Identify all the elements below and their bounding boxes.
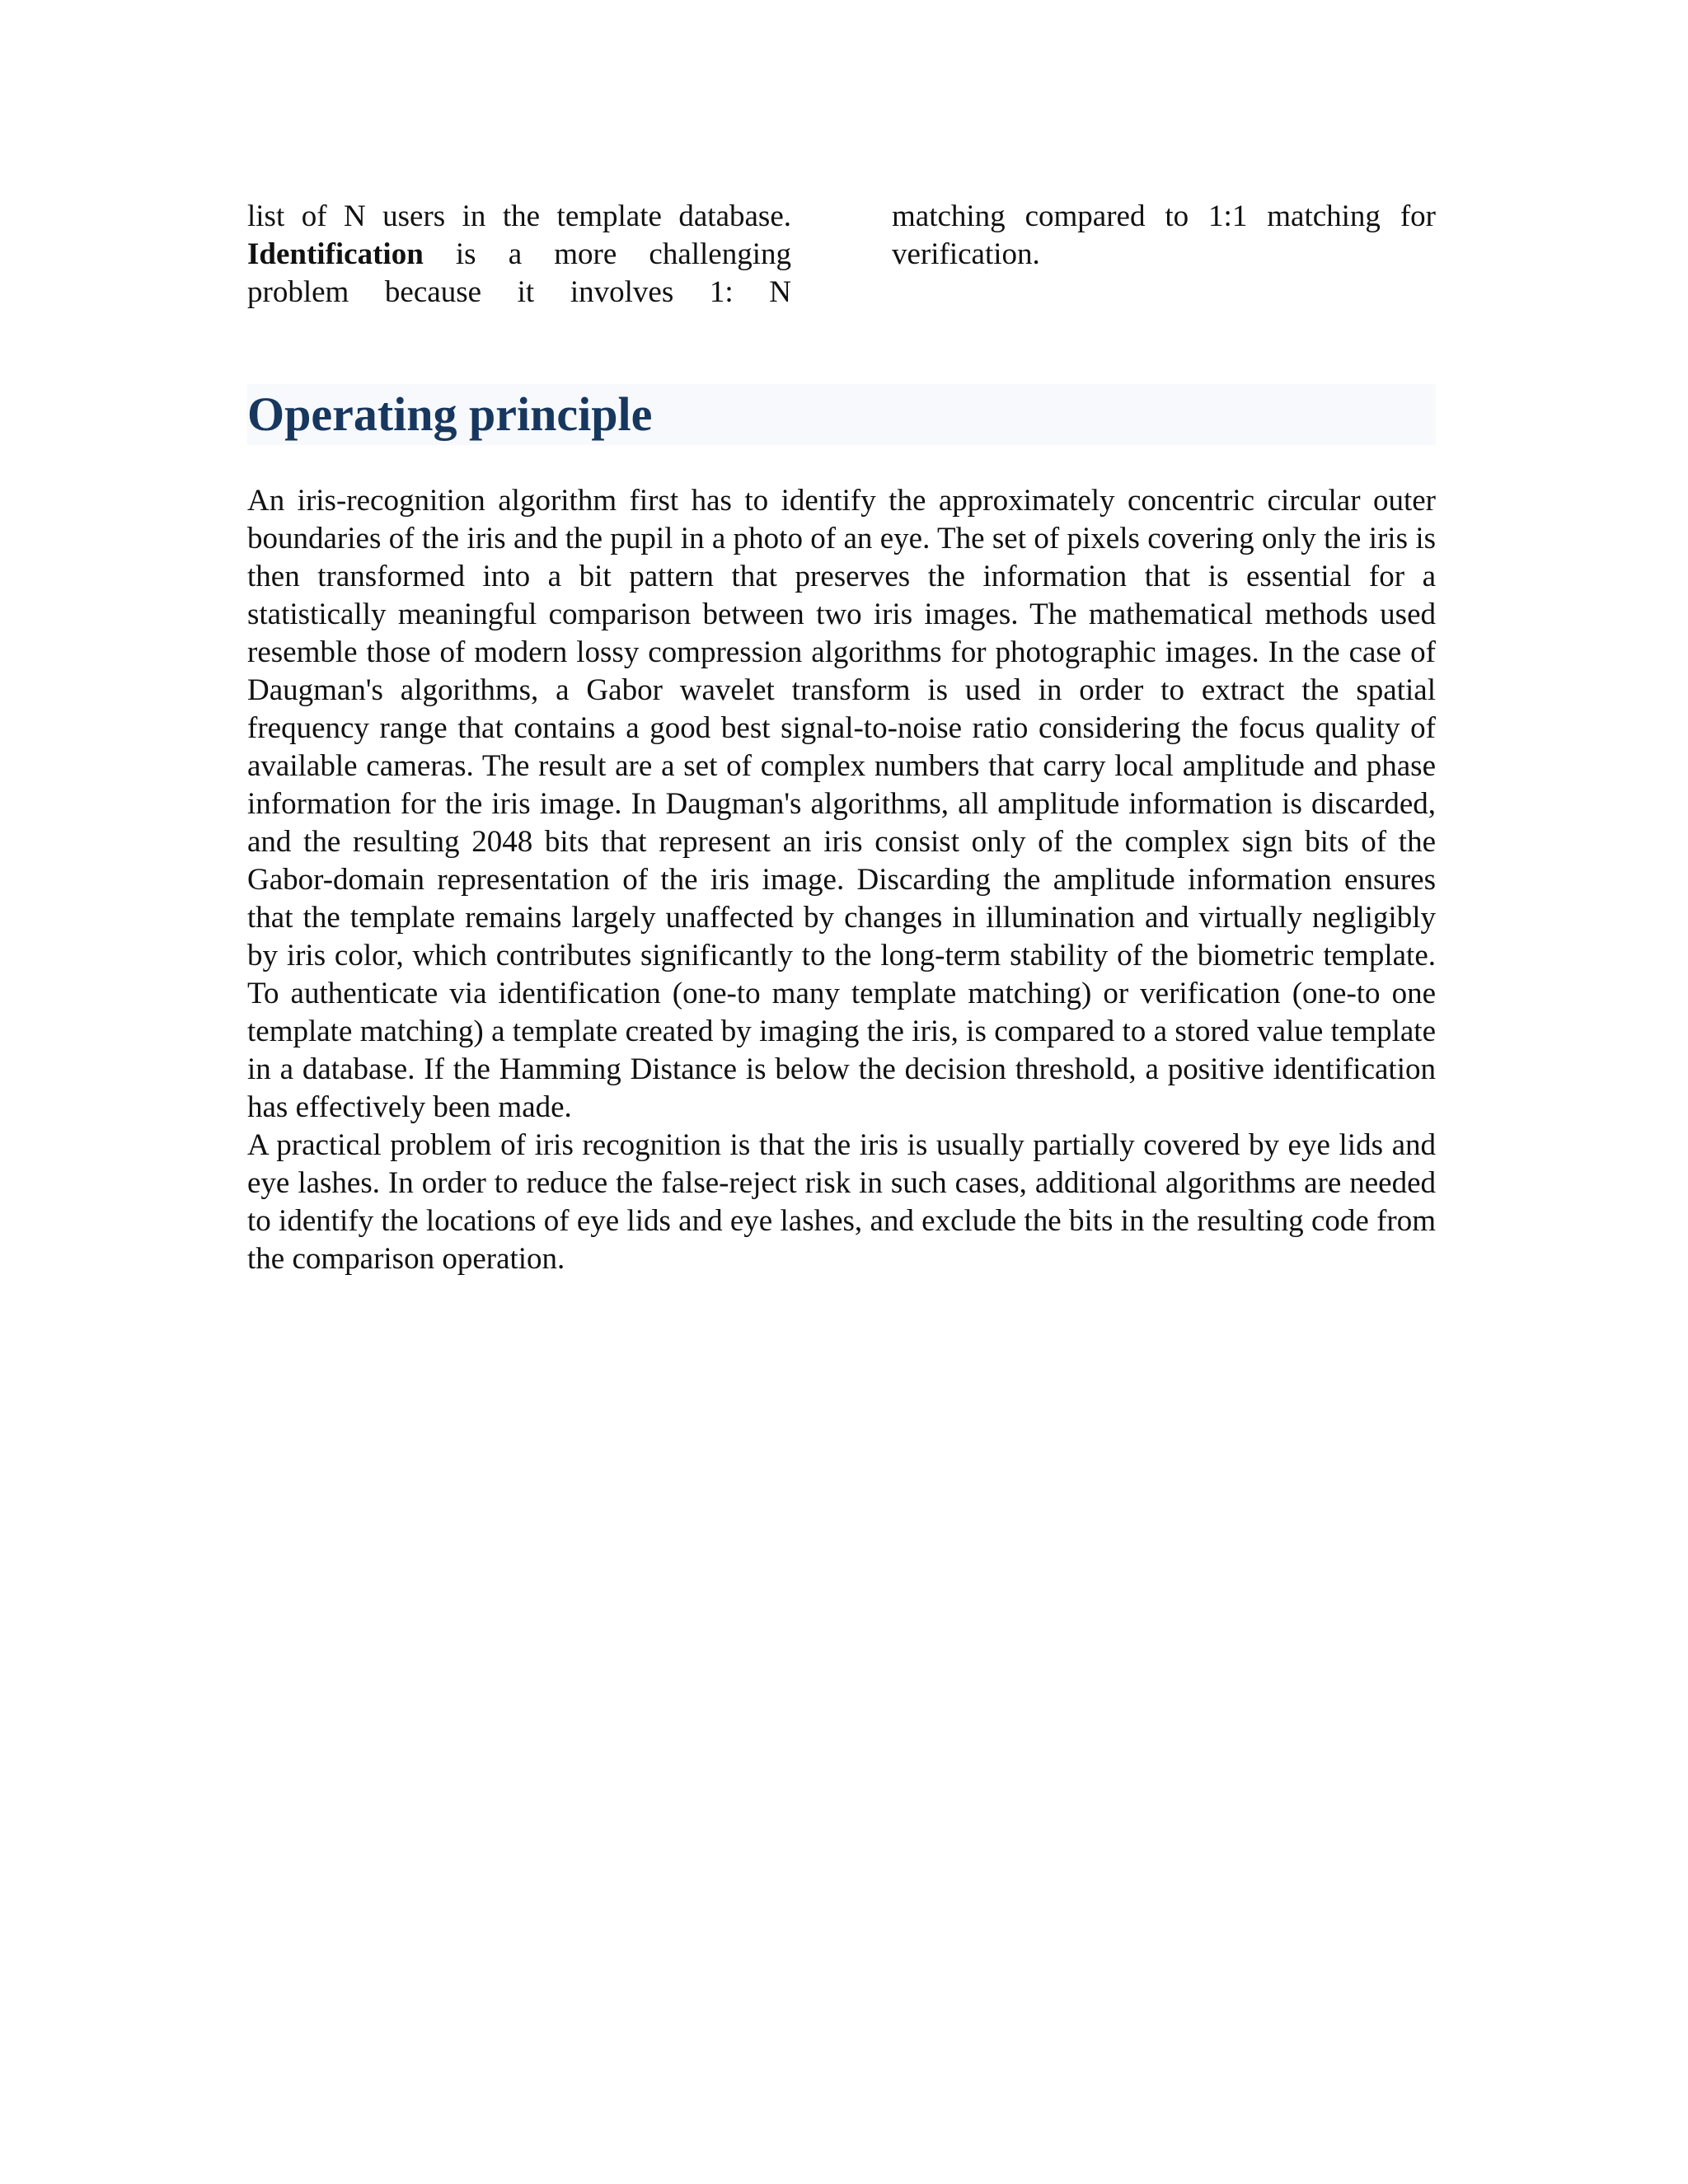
left-column bbox=[247, 198, 791, 312]
two-column-section bbox=[247, 198, 1436, 312]
section-heading: Operating principle bbox=[247, 387, 653, 441]
left-column-rest: is a more challenging problem because it involves 1: N bbox=[247, 237, 791, 309]
body-paragraph-1: An iris-recognition algorithm first has to identify the approximately concentric circular outer boundaries of the iris and the pupil in a photo of an eye. The set of pixels covering only the iris is then transformed into a bit pattern that preserves the information that is essential for a statistically meaningful comparison between two iris images. The mathematical methods used resemble those of modern lossy compression algorithms for photographic images. In the case of Daugman's algorithms, a Gabor wavelet transform is used in order to extract the spatial frequency range that contains a good best signal-to-noise ratio considering the focus quality of available cameras. The result are a set of complex numbers that carry local amplitude and phase information for the iris image. In Daugman's algorithms, all amplitude information is discarded, and the resulting 2048 bits that represent an iris consist only of the complex sign bits of the Gabor-domain representation of the iris image. Discarding the amplitude information ensures that the template remains largely unaffected by changes in illumination and virtually negligibly by iris color, which contributes significantly to the long-term stability of the biometric template. To authenticate via identification (one-to many template matching) or verification (one-to one template matching) a template created by imaging the iris, is compared to a stored value template in a database. If the Hamming Distance is below the decision threshold, a positive identification has effectively been made. bbox=[247, 484, 1436, 1124]
section-body bbox=[247, 482, 1436, 1278]
right-column-paragraph: matching compared to 1:1 matching for verification. bbox=[892, 199, 1436, 271]
left-column-paragraph bbox=[247, 198, 791, 312]
right-column bbox=[892, 198, 1436, 312]
left-column-line1: list of N users in the template database. bbox=[247, 199, 791, 233]
identification-term: Identification bbox=[247, 237, 424, 271]
body-paragraph-2: A practical problem of iris recognition is that the iris is usually partially covered by eye lids and eye lashes. In order to reduce the false-reject risk in such cases, additional algorithms are needed to identify the locations of eye lids and eye lashes, and exclude the bits in the resulting code from the comparison operation. bbox=[247, 1128, 1436, 1276]
